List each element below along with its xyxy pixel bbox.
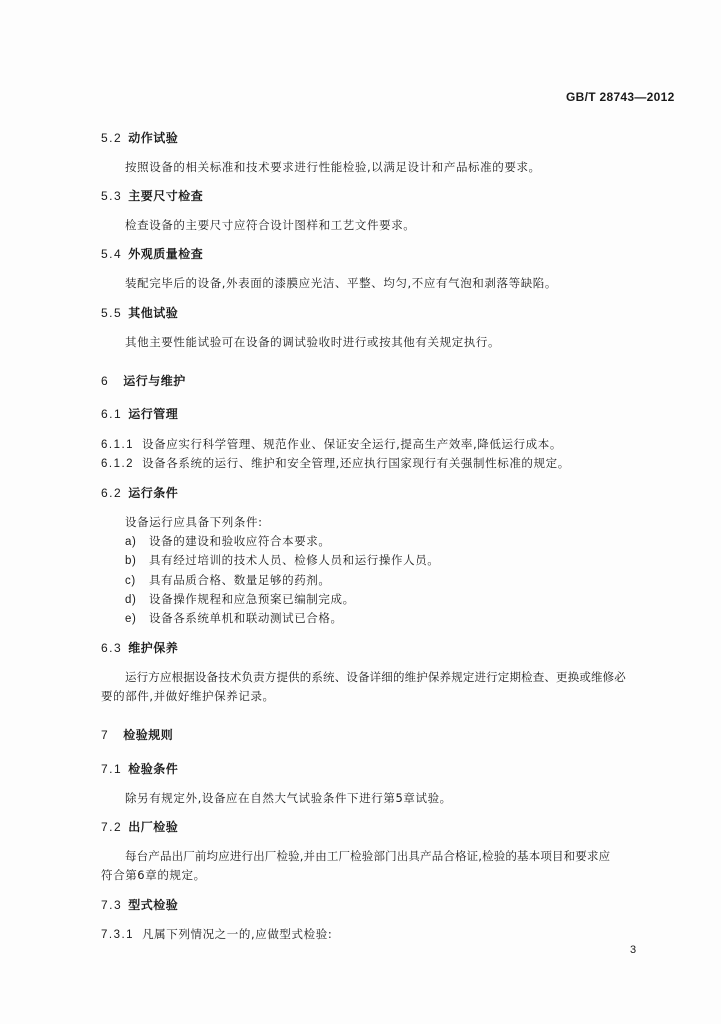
clause-number: 6.1.1 [101, 439, 135, 451]
paragraph-6-3-line-2: 要的部件,并做好维护保养记录。 [101, 689, 275, 703]
list-item [125, 610, 343, 626]
page-number: 3 [630, 944, 637, 956]
section-number: 5.3 [101, 189, 123, 203]
section-title: 外观质量检查 [128, 247, 204, 261]
section-number: 7.3 [101, 898, 123, 912]
paragraph-7-1: 除另有规定外,设备应在自然大气试验条件下进行第5章试验。 [125, 791, 452, 805]
paragraph-6-3-line-1: 运行方应根据设备技术负责方提供的系统、设备详细的维护保养规定进行定期检查、更换或维修必 [125, 670, 626, 684]
list-item [125, 552, 439, 568]
clause-number: 7.3.1 [101, 929, 135, 941]
clause-text: 设备应实行科学管理、规范作业、保证安全运行,提高生产效率,降低运行成本。 [142, 437, 562, 451]
chapter-heading-7 [101, 726, 173, 743]
section-heading-6-3 [101, 639, 178, 656]
paragraph-5-4: 装配完毕后的设备,外表面的漆膜应光洁、平整、均匀,不应有气泡和剥落等缺陷。 [125, 276, 558, 290]
clause-text: 凡属下列情况之一的,应做型式检验: [142, 927, 333, 941]
chapter-title: 检验规则 [123, 728, 174, 742]
list-item-text: 具有经过培训的技术人员、检修人员和运行操作人员。 [149, 553, 440, 567]
section-title: 维护保养 [128, 641, 179, 655]
section-heading-7-3 [101, 896, 178, 913]
list-item-text: 设备操作规程和应急预案已编制完成。 [149, 592, 355, 606]
section-heading-6-1 [101, 405, 178, 422]
section-title: 其他试验 [128, 306, 179, 320]
section-title: 检验条件 [128, 762, 179, 776]
list-item [125, 572, 331, 588]
section-title: 出厂检验 [128, 820, 179, 834]
standard-id: GB/T 28743—2012 [566, 90, 675, 104]
list-item-text: 设备的建设和验收应符合本要求。 [149, 534, 331, 548]
section-number: 6.1 [101, 407, 123, 421]
list-marker: c) [125, 575, 136, 587]
paragraph-7-2-line-1: 每台产品出厂前均应进行出厂检验,并由工厂检验部门出具产品合格证,检验的基本项目和要求应 [125, 849, 611, 863]
section-number: 7.2 [101, 820, 123, 834]
paragraph-7-2-line-2: 符合第6章的规定。 [101, 868, 206, 882]
clause-text: 设备各系统的运行、维护和安全管理,还应执行国家现行有关强制性标准的规定。 [142, 456, 570, 470]
list-marker: e) [125, 613, 137, 625]
section-number: 5.4 [101, 247, 123, 261]
paragraph-5-2: 按照设备的相关标准和技术要求进行性能检验,以满足设计和产品标准的要求。 [125, 160, 541, 174]
list-marker: b) [125, 555, 137, 567]
list-item [125, 591, 355, 607]
list-item [125, 533, 331, 549]
chapter-title: 运行与维护 [123, 374, 186, 388]
section-number: 5.5 [101, 306, 123, 320]
section-number: 6.3 [101, 641, 123, 655]
clause-6-1-1 [101, 436, 562, 452]
section-title: 动作试验 [128, 131, 179, 145]
clause-7-3-1 [101, 926, 332, 942]
list-marker: d) [125, 594, 137, 606]
section-title: 型式检验 [128, 898, 179, 912]
section-number: 5.2 [101, 131, 123, 145]
section-title: 运行条件 [128, 486, 179, 500]
section-heading-5-4 [101, 245, 203, 262]
clause-6-1-2 [101, 455, 570, 471]
section-heading-7-1 [101, 760, 178, 777]
section-heading-5-3 [101, 187, 203, 204]
list-item-text: 具有品质合格、数量足够的药剂。 [149, 573, 331, 587]
section-heading-6-2 [101, 484, 178, 501]
clause-number: 6.1.2 [101, 458, 135, 470]
chapter-number: 6 [101, 374, 110, 388]
list-intro: 设备运行应具备下列条件: [125, 515, 263, 529]
list-item-text: 设备各系统单机和联动测试已合格。 [149, 611, 343, 625]
paragraph-5-3: 检查设备的主要尺寸应符合设计图样和工艺文件要求。 [125, 218, 416, 232]
section-title: 主要尺寸检查 [128, 189, 204, 203]
chapter-heading-6 [101, 372, 186, 389]
section-heading-7-2 [101, 818, 178, 835]
section-number: 7.1 [101, 762, 123, 776]
section-heading-5-2 [101, 129, 178, 146]
section-number: 6.2 [101, 486, 123, 500]
paragraph-5-5: 其他主要性能试验可在设备的调试验收时进行或按其他有关规定执行。 [125, 335, 501, 349]
section-heading-5-5 [101, 304, 178, 321]
list-marker: a) [125, 536, 137, 548]
chapter-number: 7 [101, 728, 110, 742]
section-title: 运行管理 [128, 407, 179, 421]
